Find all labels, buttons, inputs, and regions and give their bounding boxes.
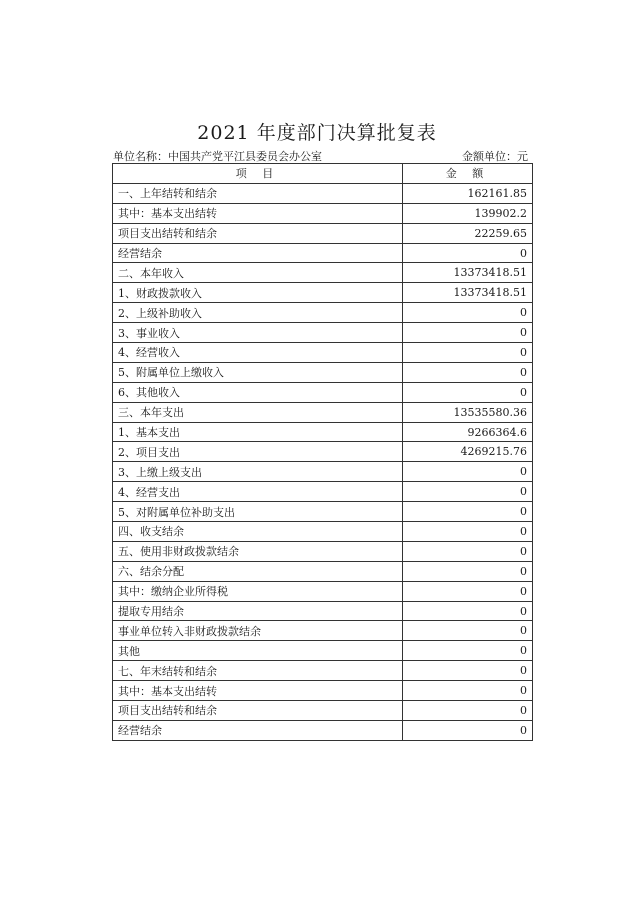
header-item: 项 目 — [113, 164, 403, 184]
table-row — [113, 502, 533, 522]
row-amount: 13373418.51 — [403, 263, 533, 283]
row-amount: 0 — [403, 621, 533, 641]
row-amount: 13535580.36 — [403, 402, 533, 422]
row-amount: 0 — [403, 581, 533, 601]
row-amount: 0 — [403, 681, 533, 701]
unit-name: 单位名称：中国共产党平江县委员会办公室 — [113, 150, 322, 163]
table-row — [113, 183, 533, 203]
table-row — [113, 343, 533, 363]
table-row — [113, 720, 533, 740]
table-row — [113, 203, 533, 223]
table-row — [113, 561, 533, 581]
row-label: 其中：基本支出结转 — [113, 203, 403, 223]
table-row — [113, 362, 533, 382]
row-amount: 13373418.51 — [403, 283, 533, 303]
row-label: 经营结余 — [113, 243, 403, 263]
table-row — [113, 701, 533, 721]
row-amount: 0 — [403, 720, 533, 740]
row-label: 6、其他收入 — [113, 382, 403, 402]
row-amount: 0 — [403, 641, 533, 661]
table-row — [113, 601, 533, 621]
table-row — [113, 661, 533, 681]
row-amount: 0 — [403, 541, 533, 561]
table-row — [113, 402, 533, 422]
row-label: 4、经营收入 — [113, 343, 403, 363]
row-amount: 139902.2 — [403, 203, 533, 223]
table-row — [113, 681, 533, 701]
row-amount: 0 — [403, 382, 533, 402]
row-label: 3、上缴上级支出 — [113, 462, 403, 482]
row-label: 2、项目支出 — [113, 442, 403, 462]
table-row — [113, 541, 533, 561]
row-label: 七、年末结转和结余 — [113, 661, 403, 681]
table-row — [113, 482, 533, 502]
row-amount: 0 — [403, 362, 533, 382]
table-row — [113, 382, 533, 402]
row-amount: 9266364.6 — [403, 422, 533, 442]
row-amount: 0 — [403, 601, 533, 621]
row-amount: 162161.85 — [403, 183, 533, 203]
row-label: 1、基本支出 — [113, 422, 403, 442]
row-label: 其他 — [113, 641, 403, 661]
row-label: 三、本年支出 — [113, 402, 403, 422]
row-label: 四、收支结余 — [113, 522, 403, 542]
row-amount: 4269215.76 — [403, 442, 533, 462]
row-amount: 22259.65 — [403, 223, 533, 243]
row-label: 项目支出结转和结余 — [113, 701, 403, 721]
row-amount: 0 — [403, 701, 533, 721]
row-label: 2、上级补助收入 — [113, 303, 403, 323]
table-row — [113, 323, 533, 343]
header-amount: 金 额 — [403, 164, 533, 184]
table-row — [113, 641, 533, 661]
row-amount: 0 — [403, 522, 533, 542]
table-row — [113, 442, 533, 462]
table-row — [113, 263, 533, 283]
row-label: 项目支出结转和结余 — [113, 223, 403, 243]
row-amount: 0 — [403, 343, 533, 363]
table-row — [113, 621, 533, 641]
row-label: 5、对附属单位补助支出 — [113, 502, 403, 522]
row-amount: 0 — [403, 502, 533, 522]
row-label: 其中：基本支出结转 — [113, 681, 403, 701]
table-row — [113, 303, 533, 323]
budget-table — [112, 163, 533, 741]
table-body — [113, 183, 533, 740]
table-row — [113, 522, 533, 542]
row-amount: 0 — [403, 561, 533, 581]
row-label: 1、财政拨款收入 — [113, 283, 403, 303]
row-amount: 0 — [403, 323, 533, 343]
row-amount: 0 — [403, 303, 533, 323]
table-row — [113, 581, 533, 601]
row-label: 经营结余 — [113, 720, 403, 740]
row-label: 二、本年收入 — [113, 263, 403, 283]
table-row — [113, 283, 533, 303]
table-row — [113, 243, 533, 263]
row-amount: 0 — [403, 661, 533, 681]
row-label: 3、事业收入 — [113, 323, 403, 343]
table-row — [113, 223, 533, 243]
row-label: 事业单位转入非财政拨款结余 — [113, 621, 403, 641]
row-amount: 0 — [403, 243, 533, 263]
table-header-row — [113, 164, 533, 184]
row-amount: 0 — [403, 462, 533, 482]
table-row — [113, 462, 533, 482]
row-label: 提取专用结余 — [113, 601, 403, 621]
row-label: 5、附属单位上缴收入 — [113, 362, 403, 382]
row-label: 五、使用非财政拨款结余 — [113, 541, 403, 561]
page-title: 2021 年度部门决算批复表 — [197, 122, 437, 144]
row-amount: 0 — [403, 482, 533, 502]
row-label: 4、经营支出 — [113, 482, 403, 502]
row-label: 一、上年结转和结余 — [113, 183, 403, 203]
row-label: 其中：缴纳企业所得税 — [113, 581, 403, 601]
table-row — [113, 422, 533, 442]
amount-unit: 金额单位：元 — [462, 150, 528, 163]
row-label: 六、结余分配 — [113, 561, 403, 581]
